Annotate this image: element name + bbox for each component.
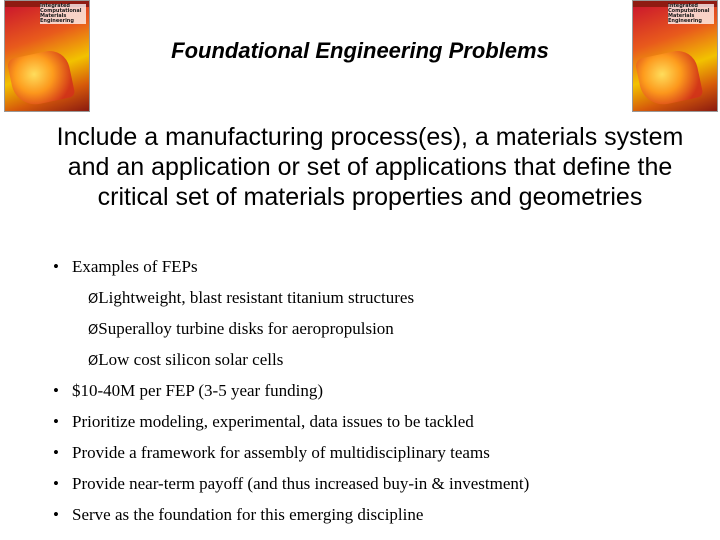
bullet-icon: •	[53, 443, 59, 462]
bullet-text: $10-40M per FEP (3-5 year funding)	[72, 381, 324, 400]
bullet-icon: •	[53, 505, 59, 524]
slide-title: Foundational Engineering Problems	[171, 38, 549, 63]
bullet-item	[48, 499, 708, 530]
report-cover-image-left	[4, 0, 90, 112]
sub-bullet-item	[48, 313, 708, 344]
bullet-item	[48, 375, 708, 406]
sub-bullet-item	[48, 344, 708, 375]
bullet-text: Examples of FEPs	[72, 257, 198, 276]
intro-paragraph: Include a manufacturing process(es), a materials system and an application or set of applications that define the critical set of materials properties and geometries	[56, 123, 684, 211]
bullet-icon: •	[53, 381, 59, 400]
sub-bullet-text: Lightweight, blast resistant titanium structures	[98, 288, 415, 307]
bullet-text: Prioritize modeling, experimental, data issues to be tackled	[72, 412, 474, 431]
bullet-item	[48, 468, 708, 499]
bullet-text: Serve as the foundation for this emerging discipline	[72, 505, 424, 524]
sub-bullet-line	[88, 282, 414, 315]
bullet-list	[48, 251, 708, 530]
cover-illustration	[6, 47, 75, 108]
bullet-icon: •	[53, 412, 59, 431]
bullet-icon: •	[53, 257, 59, 276]
arrow-bullet-icon: Ø	[88, 354, 99, 369]
cover-title: Integrated Computational Materials Engineering	[40, 4, 86, 24]
arrow-bullet-icon: Ø	[88, 292, 99, 307]
bullet-icon: •	[53, 474, 59, 493]
sub-bullet-line	[88, 344, 283, 377]
bullet-text: Provide a framework for assembly of multidisciplinary teams	[72, 443, 490, 462]
cover-illustration	[634, 47, 703, 108]
bullet-item	[48, 437, 708, 468]
sub-bullet-item	[48, 282, 708, 313]
sub-bullet-text: Superalloy turbine disks for aeropropulsion	[98, 319, 394, 338]
bullet-item	[48, 406, 708, 437]
cover-title: Integrated Computational Materials Engineering	[668, 4, 714, 24]
bullet-text: Provide near-term payoff (and thus increased buy-in & investment)	[72, 474, 530, 493]
arrow-bullet-icon: Ø	[88, 323, 99, 338]
report-cover-image-right	[632, 0, 718, 112]
sub-bullet-text: Low cost silicon solar cells	[98, 350, 284, 369]
sub-bullet-line	[88, 313, 394, 346]
bullet-item	[48, 251, 708, 282]
